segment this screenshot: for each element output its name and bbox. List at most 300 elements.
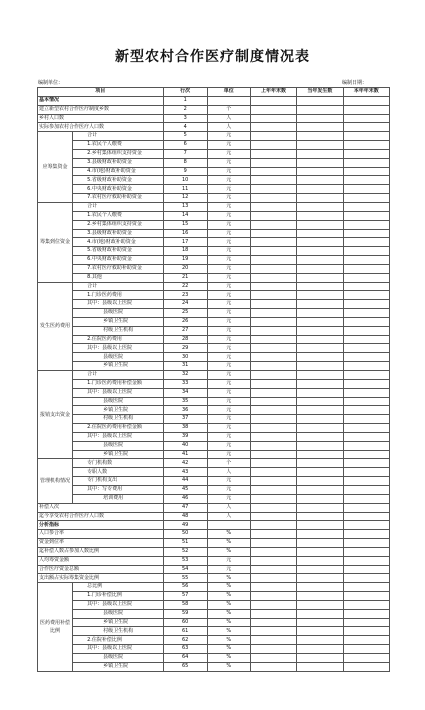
- row-unit: 元: [207, 176, 250, 185]
- prev-cell: [250, 627, 296, 636]
- row-number: 34: [163, 388, 207, 397]
- curr-cell: [297, 397, 343, 406]
- row-number: 41: [163, 450, 207, 459]
- row-unit: 元: [207, 371, 250, 380]
- end-cell: [343, 477, 389, 486]
- end-cell: [343, 282, 389, 291]
- header-unit: 单位: [207, 88, 250, 97]
- curr-cell: [297, 291, 343, 300]
- row-number: 29: [163, 344, 207, 353]
- row-number: 19: [163, 256, 207, 265]
- end-cell: [343, 662, 389, 671]
- table-row: [38, 485, 390, 494]
- curr-cell: [297, 335, 343, 344]
- curr-cell: [297, 371, 343, 380]
- row-number: 42: [163, 459, 207, 468]
- end-cell: [343, 432, 389, 441]
- row-number: 47: [163, 503, 207, 512]
- row-label: 2.乡村集体组织支持资金: [73, 149, 164, 158]
- table-row: [38, 539, 390, 548]
- prev-cell: [250, 662, 296, 671]
- curr-cell: [297, 149, 343, 158]
- table-row: [38, 662, 390, 671]
- curr-cell: [297, 353, 343, 362]
- row-number: 5: [163, 132, 207, 141]
- prev-cell: [250, 141, 296, 150]
- curr-cell: [297, 424, 343, 433]
- row-unit: [207, 521, 250, 530]
- row-label: 县级医院: [73, 654, 164, 663]
- curr-cell: [297, 636, 343, 645]
- end-cell: [343, 424, 389, 433]
- row-unit: 元: [207, 397, 250, 406]
- prev-cell: [250, 353, 296, 362]
- end-cell: [343, 565, 389, 574]
- prev-cell: [250, 149, 296, 158]
- table-row: [38, 335, 390, 344]
- row-unit: 元: [207, 158, 250, 167]
- prev-cell: [250, 388, 296, 397]
- end-cell: [343, 185, 389, 194]
- row-label: 3.县级财政补助资金: [73, 158, 164, 167]
- row-number: 31: [163, 362, 207, 371]
- table-row: [38, 158, 390, 167]
- table-row: [38, 141, 390, 150]
- prev-cell: [250, 229, 296, 238]
- end-cell: [343, 539, 389, 548]
- row-unit: 元: [207, 256, 250, 265]
- end-cell: [343, 609, 389, 618]
- org-label: 编制单位：: [38, 80, 64, 86]
- curr-cell: [297, 379, 343, 388]
- row-label: 合计: [73, 282, 164, 291]
- table-row: [38, 229, 390, 238]
- prev-cell: [250, 583, 296, 592]
- table-row: [38, 477, 390, 486]
- curr-cell: [297, 592, 343, 601]
- row-label: 4.市(地)财政补助资金: [73, 238, 164, 247]
- row-unit: 人: [207, 123, 250, 132]
- row-number: 28: [163, 335, 207, 344]
- curr-cell: [297, 574, 343, 583]
- row-unit: 元: [207, 362, 250, 371]
- prev-cell: [250, 291, 296, 300]
- row-label: 其中：写专费用: [73, 485, 164, 494]
- end-cell: [343, 494, 389, 503]
- row-label: 1.农民个人缴费: [73, 211, 164, 220]
- row-number: 30: [163, 353, 207, 362]
- row-number: 24: [163, 300, 207, 309]
- row-number: 64: [163, 654, 207, 663]
- row-label: 其中：县级以上医院: [73, 344, 164, 353]
- row-unit: 元: [207, 185, 250, 194]
- curr-cell: [297, 530, 343, 539]
- row-unit: %: [207, 530, 250, 539]
- end-cell: [343, 326, 389, 335]
- prev-cell: [250, 326, 296, 335]
- row-unit: %: [207, 645, 250, 654]
- row-unit: %: [207, 583, 250, 592]
- table-row: [38, 362, 390, 371]
- curr-cell: [297, 645, 343, 654]
- curr-cell: [297, 185, 343, 194]
- row-number: 35: [163, 397, 207, 406]
- table-row: [38, 397, 390, 406]
- row-unit: %: [207, 600, 250, 609]
- row-unit: [207, 96, 250, 105]
- row-unit: %: [207, 627, 250, 636]
- row-label: 培训费用: [73, 494, 164, 503]
- prev-cell: [250, 96, 296, 105]
- row-label: 乡镇卫生院: [73, 450, 164, 459]
- prev-cell: [250, 468, 296, 477]
- curr-cell: [297, 654, 343, 663]
- row-label: 补偿人次: [38, 503, 164, 512]
- row-number: 50: [163, 530, 207, 539]
- row-label: 乡镇卫生院: [73, 618, 164, 627]
- curr-cell: [297, 609, 343, 618]
- curr-cell: [297, 114, 343, 123]
- row-number: 46: [163, 494, 207, 503]
- row-label: 县级医院: [73, 609, 164, 618]
- row-number: 51: [163, 539, 207, 548]
- row-unit: %: [207, 618, 250, 627]
- end-cell: [343, 592, 389, 601]
- row-number: 25: [163, 309, 207, 318]
- end-cell: [343, 618, 389, 627]
- row-unit: 元: [207, 344, 250, 353]
- curr-cell: [297, 441, 343, 450]
- prev-cell: [250, 211, 296, 220]
- row-unit: 元: [207, 494, 250, 503]
- row-number: 60: [163, 618, 207, 627]
- row-unit: 元: [207, 424, 250, 433]
- curr-cell: [297, 105, 343, 114]
- end-cell: [343, 344, 389, 353]
- row-number: 54: [163, 565, 207, 574]
- prev-cell: [250, 441, 296, 450]
- group-label: 筹集到位资金: [38, 202, 73, 282]
- table-row: [38, 202, 390, 211]
- header-item: 项目: [38, 88, 164, 97]
- row-number: 22: [163, 282, 207, 291]
- row-unit: 元: [207, 229, 250, 238]
- prev-cell: [250, 379, 296, 388]
- row-label: 乡镇卫生院: [73, 362, 164, 371]
- table-row: [38, 149, 390, 158]
- curr-cell: [297, 362, 343, 371]
- prev-cell: [250, 185, 296, 194]
- end-cell: [343, 459, 389, 468]
- header-row-no: 行次: [163, 88, 207, 97]
- row-number: 33: [163, 379, 207, 388]
- end-cell: [343, 503, 389, 512]
- row-label: 县级医院: [73, 441, 164, 450]
- row-unit: %: [207, 547, 250, 556]
- row-unit: 元: [207, 317, 250, 326]
- row-label: 5.省级财政补助资金: [73, 247, 164, 256]
- table-row: [38, 592, 390, 601]
- row-unit: 元: [207, 300, 250, 309]
- table-row: [38, 627, 390, 636]
- row-unit: 元: [207, 132, 250, 141]
- group-label: 报销支出资金: [38, 371, 73, 459]
- row-number: 37: [163, 415, 207, 424]
- group-label: 医药费用补偿比例: [38, 583, 73, 671]
- row-number: 12: [163, 194, 207, 203]
- end-cell: [343, 415, 389, 424]
- prev-cell: [250, 450, 296, 459]
- row-unit: 人: [207, 468, 250, 477]
- prev-cell: [250, 512, 296, 521]
- curr-cell: [297, 477, 343, 486]
- curr-cell: [297, 167, 343, 176]
- curr-cell: [297, 123, 343, 132]
- end-cell: [343, 105, 389, 114]
- row-number: 52: [163, 547, 207, 556]
- end-cell: [343, 132, 389, 141]
- table-row: [38, 132, 390, 141]
- row-label: 合计: [73, 132, 164, 141]
- row-label: 7.农村医疗救助补助资金: [73, 194, 164, 203]
- row-label: 1.门诊医药费用补偿金额: [73, 379, 164, 388]
- end-cell: [343, 167, 389, 176]
- prev-cell: [250, 432, 296, 441]
- table-row: [38, 468, 390, 477]
- row-label: 合计: [73, 371, 164, 380]
- row-number: 36: [163, 406, 207, 415]
- row-label: 其中：县级以上医院: [73, 432, 164, 441]
- row-label: 专职人数: [73, 468, 164, 477]
- row-number: 4: [163, 123, 207, 132]
- row-unit: 元: [207, 379, 250, 388]
- row-number: 21: [163, 273, 207, 282]
- curr-cell: [297, 256, 343, 265]
- prev-cell: [250, 424, 296, 433]
- curr-cell: [297, 158, 343, 167]
- curr-cell: [297, 556, 343, 565]
- prev-cell: [250, 282, 296, 291]
- curr-cell: [297, 264, 343, 273]
- row-unit: 元: [207, 353, 250, 362]
- prev-cell: [250, 238, 296, 247]
- row-label: 基本情况: [38, 96, 164, 105]
- prev-cell: [250, 371, 296, 380]
- table-row: [38, 547, 390, 556]
- row-label: 5.省级财政补助资金: [73, 176, 164, 185]
- table-row: [38, 530, 390, 539]
- end-cell: [343, 636, 389, 645]
- prev-cell: [250, 503, 296, 512]
- end-cell: [343, 379, 389, 388]
- row-label: 合计: [73, 202, 164, 211]
- curr-cell: [297, 503, 343, 512]
- table-row: [38, 636, 390, 645]
- table-row: [38, 406, 390, 415]
- table-row: [38, 238, 390, 247]
- prev-cell: [250, 362, 296, 371]
- end-cell: [343, 247, 389, 256]
- curr-cell: [297, 512, 343, 521]
- curr-cell: [297, 176, 343, 185]
- table-row: [38, 326, 390, 335]
- row-number: 44: [163, 477, 207, 486]
- row-number: 6: [163, 141, 207, 150]
- curr-cell: [297, 432, 343, 441]
- row-unit: 个: [207, 459, 250, 468]
- end-cell: [343, 645, 389, 654]
- group-label: 应筹集资金: [38, 132, 73, 203]
- row-label: 乡镇卫生院: [73, 662, 164, 671]
- prev-cell: [250, 167, 296, 176]
- end-cell: [343, 229, 389, 238]
- row-number: 63: [163, 645, 207, 654]
- row-number: 15: [163, 220, 207, 229]
- prev-cell: [250, 300, 296, 309]
- row-label: 乡镇卫生院: [73, 406, 164, 415]
- curr-cell: [297, 211, 343, 220]
- curr-cell: [297, 388, 343, 397]
- header-prev: 上年年末数: [250, 88, 296, 97]
- table-row: [38, 167, 390, 176]
- row-label: 1.门诊补偿比例: [73, 592, 164, 601]
- curr-cell: [297, 662, 343, 671]
- row-number: 11: [163, 185, 207, 194]
- curr-cell: [297, 494, 343, 503]
- prev-cell: [250, 309, 296, 318]
- row-label: 1.门诊医药费用: [73, 291, 164, 300]
- curr-cell: [297, 132, 343, 141]
- table-row: [38, 441, 390, 450]
- prev-cell: [250, 132, 296, 141]
- row-label: 资金到位率: [38, 539, 164, 548]
- prev-cell: [250, 654, 296, 663]
- curr-cell: [297, 547, 343, 556]
- row-label: 2.住院医药费用补偿金额: [73, 424, 164, 433]
- prev-cell: [250, 592, 296, 601]
- curr-cell: [297, 521, 343, 530]
- row-number: 13: [163, 202, 207, 211]
- table-row: [38, 459, 390, 468]
- end-cell: [343, 309, 389, 318]
- table-row: [38, 105, 390, 114]
- row-number: 14: [163, 211, 207, 220]
- header-curr: 当年发生数: [297, 88, 343, 97]
- end-cell: [343, 441, 389, 450]
- row-unit: 人: [207, 512, 250, 521]
- table-row: [38, 344, 390, 353]
- row-label: 支出额占实际筹集资金比例: [38, 574, 164, 583]
- prev-cell: [250, 415, 296, 424]
- curr-cell: [297, 238, 343, 247]
- curr-cell: [297, 450, 343, 459]
- row-label: 7.农村医疗救助补助资金: [73, 264, 164, 273]
- table-row: [38, 521, 390, 530]
- row-unit: %: [207, 662, 250, 671]
- curr-cell: [297, 600, 343, 609]
- row-label: 县级医院: [73, 397, 164, 406]
- table-row: [38, 574, 390, 583]
- row-number: 8: [163, 158, 207, 167]
- row-unit: 元: [207, 485, 250, 494]
- end-cell: [343, 123, 389, 132]
- row-number: 17: [163, 238, 207, 247]
- row-unit: 元: [207, 291, 250, 300]
- curr-cell: [297, 300, 343, 309]
- row-unit: %: [207, 636, 250, 645]
- table-row: [38, 645, 390, 654]
- table-row: [38, 556, 390, 565]
- row-unit: %: [207, 592, 250, 601]
- end-cell: [343, 256, 389, 265]
- prev-cell: [250, 397, 296, 406]
- row-number: 27: [163, 326, 207, 335]
- row-unit: 元: [207, 415, 250, 424]
- table-row: [38, 211, 390, 220]
- table-row: [38, 654, 390, 663]
- table-row: [38, 583, 390, 592]
- row-number: 45: [163, 485, 207, 494]
- end-cell: [343, 512, 389, 521]
- end-cell: [343, 485, 389, 494]
- prev-cell: [250, 539, 296, 548]
- curr-cell: [297, 539, 343, 548]
- end-cell: [343, 600, 389, 609]
- row-label: 2.乡村集体组织支持资金: [73, 220, 164, 229]
- prev-cell: [250, 202, 296, 211]
- end-cell: [343, 468, 389, 477]
- end-cell: [343, 291, 389, 300]
- row-unit: 元: [207, 335, 250, 344]
- row-label: 实际参加农村合作医疗人口数: [38, 123, 164, 132]
- row-unit: 元: [207, 264, 250, 273]
- row-label: 村级卫生机构: [73, 627, 164, 636]
- curr-cell: [297, 229, 343, 238]
- row-label: 专门机构支出: [73, 477, 164, 486]
- row-label: 2.住院医药费用: [73, 335, 164, 344]
- prev-cell: [250, 256, 296, 265]
- end-cell: [343, 114, 389, 123]
- end-cell: [343, 521, 389, 530]
- row-label: 分析指标: [38, 521, 164, 530]
- row-unit: 元: [207, 556, 250, 565]
- row-number: 2: [163, 105, 207, 114]
- curr-cell: [297, 618, 343, 627]
- row-unit: 人: [207, 503, 250, 512]
- end-cell: [343, 238, 389, 247]
- end-cell: [343, 220, 389, 229]
- row-label: 2.住院补偿比例: [73, 636, 164, 645]
- group-label: 发生医药费用: [38, 282, 73, 370]
- row-number: 9: [163, 167, 207, 176]
- end-cell: [343, 96, 389, 105]
- prev-cell: [250, 574, 296, 583]
- table-row: [38, 96, 390, 105]
- row-label: 3.县级财政补助资金: [73, 229, 164, 238]
- row-unit: 元: [207, 450, 250, 459]
- row-label: 1.农民个人缴费: [73, 141, 164, 150]
- row-number: 3: [163, 114, 207, 123]
- prev-cell: [250, 530, 296, 539]
- table-row: [38, 309, 390, 318]
- row-unit: 人: [207, 114, 250, 123]
- row-label: 建立新型农村合作医疗制度乡数: [38, 105, 164, 114]
- row-label: 人均筹资金额: [38, 556, 164, 565]
- curr-cell: [297, 459, 343, 468]
- table-row: [38, 371, 390, 380]
- row-unit: 元: [207, 141, 250, 150]
- table-row: [38, 264, 390, 273]
